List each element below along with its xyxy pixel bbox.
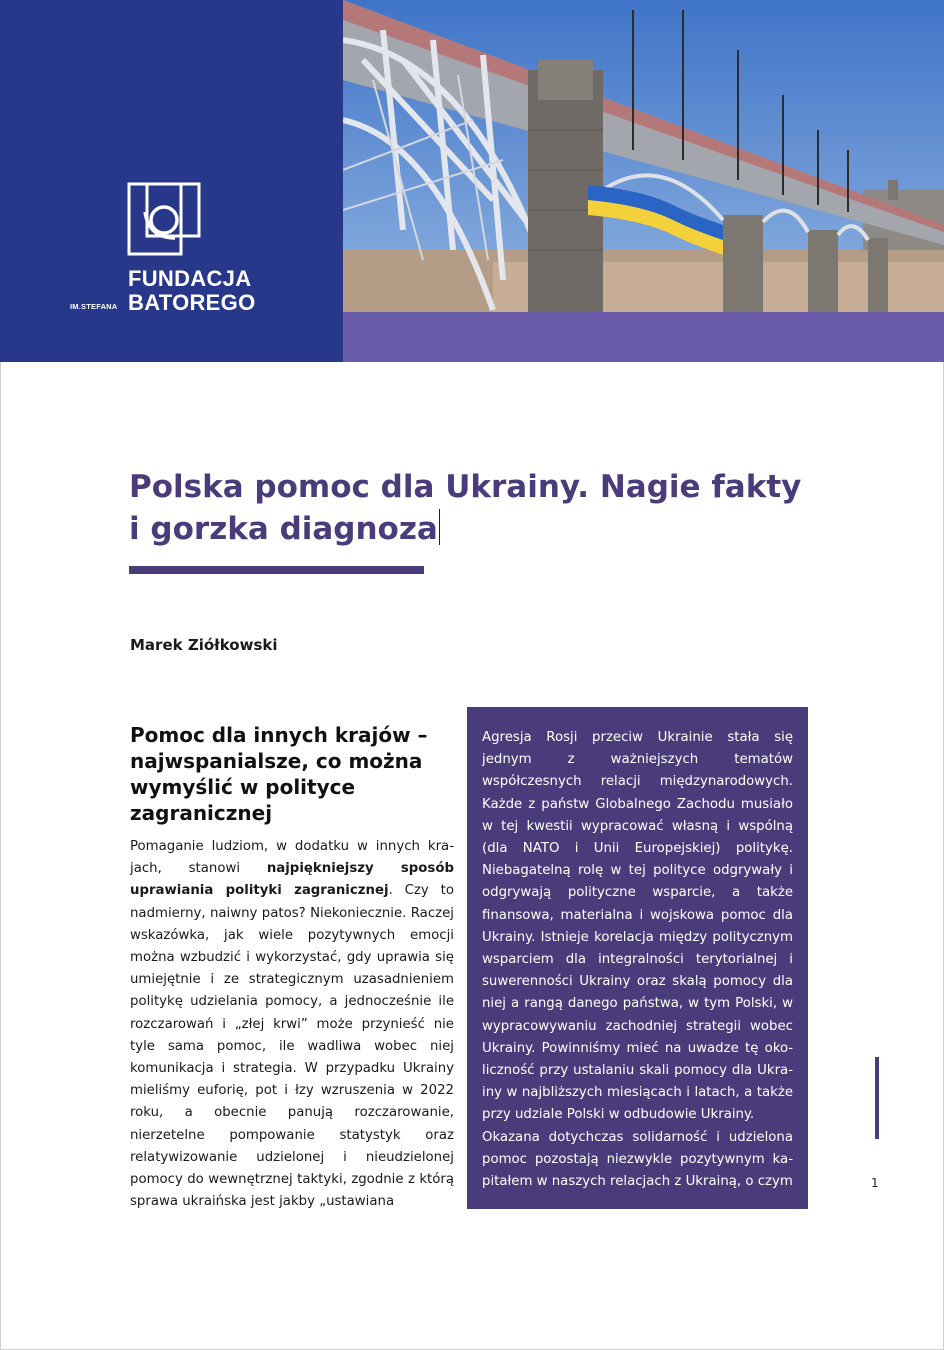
header-banner [0, 0, 944, 362]
body-text-rest: . Czy to nadmierny, naiwny patos? Niekoniecznie. Raczej wskazówka, jak wiele pozytywnych emocji można wzbudzić i wykorzystać, gdy uprawia się umiejętnie i ze strategicznym uzasadnieniem politykę udzielania pomocy, a jednocześnie ile rozczarowań i „złej krwi” może przynieść nie tyle sama pomoc, ile wadliwa wobec niej komunikacja i strategia. W przypadku Ukrainy mieliśmy euforię, pot i łzy wzruszenia w 2022 roku, a obecnie panują rozczarowanie, nierzetelne pompowanie statystyk oraz relatywizowanie udzielonej i nieudzielonej pomocy do wewnętrznej taktyki, zgodnie z którą sprawa ukraińska jest jakby „ustawiana [130, 883, 454, 1210]
logo-text-im-stefana: IM.STEFANA [70, 302, 118, 311]
body-text-bold: najpiękniejszy sposób uprawiania polityki zagranicznej [130, 861, 454, 899]
margin-accent-bar [875, 1057, 879, 1139]
title-underline-rule [129, 566, 424, 574]
title-line-2: i gorzka diagnoza [129, 511, 438, 547]
article-title [129, 466, 849, 550]
body-paragraph [130, 836, 454, 1213]
logo-text-batorego: BATOREGO [128, 290, 256, 315]
page-number: 1 [871, 1176, 879, 1190]
text-cursor [439, 509, 440, 545]
bridge-photo-illustration [343, 0, 944, 312]
fundacja-logo-icon [127, 182, 201, 256]
title-line-1: Polska pomoc dla Ukrainy. Nagie fakty [129, 469, 802, 505]
body-text-start: Pomaganie ludziom, w dodatku w innych krajach, stanowi [130, 839, 454, 877]
logo-text-fundacja: FUNDACJA [128, 266, 252, 291]
author-name: Marek Ziółkowski [130, 636, 278, 654]
sidebar-paragraph-2: Okazana dotychczas solidarność i udzielona pomoc pozostają niezwykle pozytywnym kapitałem w naszych relacjach z Ukrainą, o czym [482, 1130, 793, 1190]
header-accent-strip [343, 312, 944, 362]
bridge-photo [343, 0, 944, 312]
summary-sidebar [467, 707, 808, 1209]
logo-panel [0, 0, 343, 362]
sidebar-paragraph-1: Agresja Rosji przeciw Ukrainie stała się jednym z ważniejszych tematów współczesnych relacji międzynarodowych. Każde z państw Globalnego Zachodu musiało w tej kwestii wypracować własną i wspólną (dla NATO i Unii Europejskiej) politykę. Niebagatelną rolę w tej polityce odgrywały i odgrywają polityczne wsparcie, a także finansowa, materialna i wojskowa pomoc dla Ukrainy. Istnieje korelacja między politycznym wsparciem dla integralności terytorialnej i suwerenności Ukrainy oraz skalą pomocy dla niej a rangą danego państwa, w tym Polski, w wypracowywaniu zachodniej strategii wobec Ukrainy. Powinniśmy mieć na uwadze tę okoliczność przy ustalaniu skali pomocy dla Ukrainy w najbliższych miesiącach i latach, a także przy udziale Polski w odbudowie Ukrainy. [482, 730, 793, 1123]
section-heading: Pomoc dla innych krajów – najwspanialsze, co można wymyślić w polityce zagranicznej [130, 723, 428, 825]
